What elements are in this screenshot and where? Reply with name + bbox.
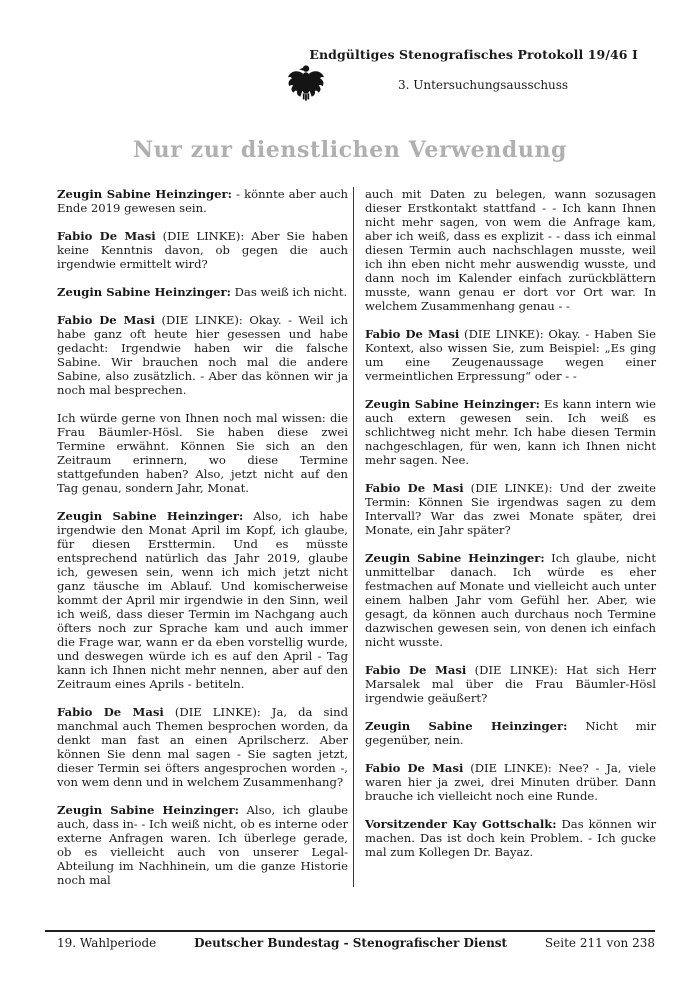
left-column (57, 187, 348, 901)
right-column (354, 187, 656, 873)
speaker-party: (DIE LINKE): (162, 229, 245, 243)
speaker-party: (DIE LINKE): (470, 761, 552, 775)
speaker-name: Vorsitzender Kay Gottschalk: (365, 817, 557, 831)
transcript-paragraph: Fabio De Masi (DIE LINKE): Okay. - Weil ich habe ganz oft heute hier gesessen und habe gedacht: Irgendwie haben wir die falsche Sabine. Wir brauchen noch mal die andere Sabine, also zusätzlich. - Aber das können wir ja noch mal besprechen. (57, 313, 349, 397)
speaker-name: Zeugin Sabine Heinzinger: (57, 285, 231, 299)
transcript-paragraph: Fabio De Masi (DIE LINKE): Aber Sie haben keine Kenntnis davon, ob gegen die auch irgendwie ermittelt wird? (57, 229, 348, 271)
speaker-party: (DIE LINKE): (174, 705, 261, 719)
transcript-paragraph: Vorsitzender Kay Gottschalk: Das können wir machen. Das ist doch kein Problem. - Ich gucke mal zum Kollegen Dr. Bayaz. (365, 817, 657, 859)
speaker-name: Fabio De Masi (365, 481, 464, 495)
transcript-paragraph: Zeugin Sabine Heinzinger: Ich glaube, nicht unmittelbar danach. Ich würde es eher festmachen auf Monate und vielleicht auch unter einem halben Jahr vom Gefühl her. Aber, wie gesagt, da können auch durchaus noch Termine dazwischen gewesen sein, von denen ich einfach nicht wusste. (365, 551, 657, 649)
footer-legislative-period: 19. Wahlperiode (57, 936, 157, 950)
speaker-name: Fabio De Masi (57, 229, 156, 243)
transcript-body (57, 187, 656, 901)
page-footer (45, 930, 655, 950)
speaker-name: Zeugin Sabine Heinzinger: (57, 187, 232, 201)
transcript-paragraph: Zeugin Sabine Heinzinger: Es kann intern wie auch extern gewesen sein. Ich weiß es schlichtweg nicht mehr. Ich habe diesen Termin nachgeschlagen, für wen, kann ich Ihnen nicht mehr sagen. Nee. (365, 397, 656, 467)
transcript-paragraph: Fabio De Masi (DIE LINKE): Okay. - Haben Sie Kontext, also wissen Sie, zum Beispiel: „Es ging um eine Zeugenaussage wegen einer vermeintlichen Erpressung“ oder - - (365, 327, 656, 383)
speaker-name: Fabio De Masi (365, 761, 464, 775)
transcript-paragraph: Zeugin Sabine Heinzinger: Das weiß ich nicht. (57, 285, 348, 299)
transcript-paragraph: Ich würde gerne von Ihnen noch mal wissen: die Frau Bäumler-Hösl. Sie haben diese zwei Termine erwähnt. Können Sie sich an den Zeitraum erinnern, wo diese Termine stattgefunden haben? Also, jetzt nicht auf den Tag genau, sondern Jahr, Monat. (57, 411, 348, 495)
protocol-title: Endgültiges Stenografisches Protokoll 19/46 I (309, 47, 638, 62)
speaker-name: Fabio De Masi (57, 313, 155, 327)
speaker-name: Zeugin Sabine Heinzinger: (365, 719, 568, 733)
footer-service-label: Deutscher Bundestag - Stenografischer Dienst (194, 936, 508, 950)
transcript-paragraph: Zeugin Sabine Heinzinger: Also, ich glaube auch, dass in- - Ich weiß nicht, ob es interne oder externe Anfragen waren. Ich überlege gerade, ob es vielleicht auch von unserer Legal-Abteilung im Nachhinein, um die ganze Historie noch mal (57, 803, 348, 887)
transcript-paragraph: Zeugin Sabine Heinzinger: Also, ich habe irgendwie den Monat April im Kopf, ich glaube, für diesen Ersttermin. Und es müsste entsprechend natürlich das Jahr 2019, glaube ich, gewesen sein, wenn ich mich jetzt nicht ganz täusche im Ablauf. Und komischerweise kommt der April mir irgendwie in den Sinn, weil ich weiß, dass dieser Termin im Nachgang auch öfters noch zur Sprache kam und auch immer die Frage war, wann er da eben vorstellig wurde, und deswegen würde ich es auf den April - Tag kann ich Ihnen nicht mehr nennen, aber auf den Zeitraum eines Aprils - betiteln. (57, 509, 348, 691)
bundestag-eagle-icon (286, 62, 326, 104)
watermark-text: Nur zur dienstlichen Verwendung (132, 137, 568, 163)
speaker-name: Zeugin Sabine Heinzinger: (57, 803, 239, 817)
committee-label: 3. Untersuchungsausschuss (398, 78, 569, 92)
footer-page-number: Seite 211 von 238 (544, 936, 655, 950)
speaker-name: Zeugin Sabine Heinzinger: (365, 397, 540, 411)
speaker-name: Fabio De Masi (57, 705, 164, 719)
transcript-paragraph: Fabio De Masi (DIE LINKE): Ja, da sind manchmal auch Themen besprochen worden, da denkt man fast an einen Aprilscherz. Aber können Sie denn mal sagen - Sie sagten jetzt, dieser Termin sei öfters angesprochen worden -, von wem denn und in welchem Zusammenhang? (57, 705, 348, 789)
transcript-paragraph: Zeugin Sabine Heinzinger: Nicht mir gegenüber, nein. (365, 719, 656, 747)
speaker-party: (DIE LINKE): (464, 327, 544, 341)
transcript-paragraph: Fabio De Masi (DIE LINKE): Hat sich Herr Marsalek mal über die Frau Bäumler-Hösl irgendwie geäußert? (365, 663, 657, 705)
speaker-party: (DIE LINKE): (470, 481, 553, 495)
transcript-paragraph: Fabio De Masi (DIE LINKE): Nee? - Ja, viele waren hier ja zwei, drei Minuten drüber. Dann brauche ich vielleicht noch eine Runde. (365, 761, 656, 803)
speaker-party: (DIE LINKE): (161, 313, 243, 327)
speaker-name: Fabio De Masi (365, 663, 467, 677)
speaker-party: (DIE LINKE): (474, 663, 558, 677)
transcript-paragraph: Zeugin Sabine Heinzinger: - könnte aber auch Ende 2019 gewesen sein. (57, 187, 348, 215)
speaker-name: Fabio De Masi (365, 327, 460, 341)
speaker-name: Zeugin Sabine Heinzinger: (365, 551, 545, 565)
transcript-paragraph: Fabio De Masi (DIE LINKE): Und der zweite Termin: Können Sie irgendwas sagen zu dem Intervall? War das zwei Monate später, drei Monate, ein Jahr später? (365, 481, 656, 537)
transcript-paragraph: auch mit Daten zu belegen, wann sozusagen dieser Erstkontakt stattfand - - Ich kann Ihnen nicht mehr sagen, von wem die Anfrage kam, aber ich weiß, dass es explizit - - dass ich einmal diesen Termin auch nachschlagen musste, weil ich ihn eben nicht mehr auswendig wusste, und dann noch im Kalender einfach zurückblättern musste, wann genau er dort vor Ort war. In welchem Zusammenhang genau - - (365, 187, 656, 313)
speaker-name: Zeugin Sabine Heinzinger: (57, 509, 244, 523)
